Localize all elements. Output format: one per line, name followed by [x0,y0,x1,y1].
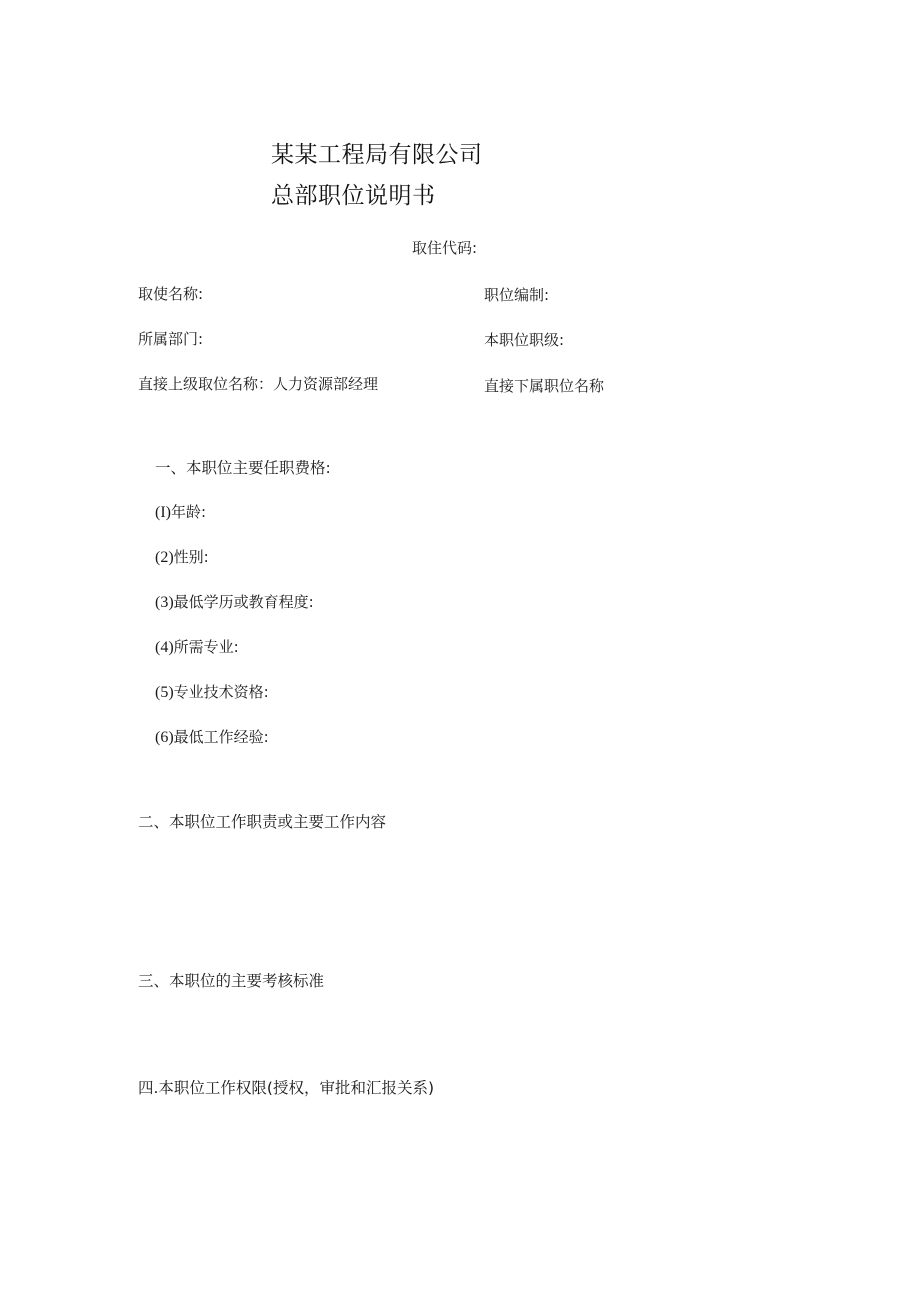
item-label: 专业技术资格: [173,683,269,701]
section-1-heading: 一、本职位主要任职费格: [155,459,331,477]
direct-subordinate-text: 直接下属职位名称 [484,377,605,395]
position-name-label: 取使名称: [138,285,204,303]
item-label: 最低工作经验: [173,728,269,746]
item-number: (4) [155,639,174,656]
requirement-item-experience [155,726,269,747]
item-label: 最低学历或教育程度: [173,593,314,611]
item-number: (6) [155,729,174,746]
section-4-heading: 四.本职位工作权限(授权，审批和汇报关系) [138,1079,435,1097]
requirement-item-major [155,636,239,657]
direct-superior-label: 直接上级取位名称：人力资源部经理 [138,375,379,393]
requirement-item-qualification [155,681,269,702]
department-label: 所属部门: [138,330,204,348]
item-number: (3) [155,594,174,611]
document-title: 总部职位说明书 [271,183,436,209]
item-label: 所需专业: [173,638,239,656]
item-label: 年龄: [170,503,207,521]
section-2-heading: 二、本职位工作职责或主要工作内容 [138,813,387,831]
section-3-heading: 三、本职位的主要考核标准 [138,972,325,990]
item-number: (I) [155,504,171,521]
position-grade-label: 本职位职级: [484,331,565,349]
company-title: 某某工程局有限公司 [271,142,483,168]
position-code-label: 取住代码: [412,239,478,257]
direct-subordinate-label [484,375,605,395]
item-label: 性别: [173,548,209,566]
requirement-item-education [155,591,314,612]
item-number: (2) [155,549,174,566]
item-number: (5) [155,684,174,701]
requirement-item-age [155,501,206,522]
requirement-item-gender [155,546,209,567]
position-staffing-label: 职位编制: [484,286,550,304]
